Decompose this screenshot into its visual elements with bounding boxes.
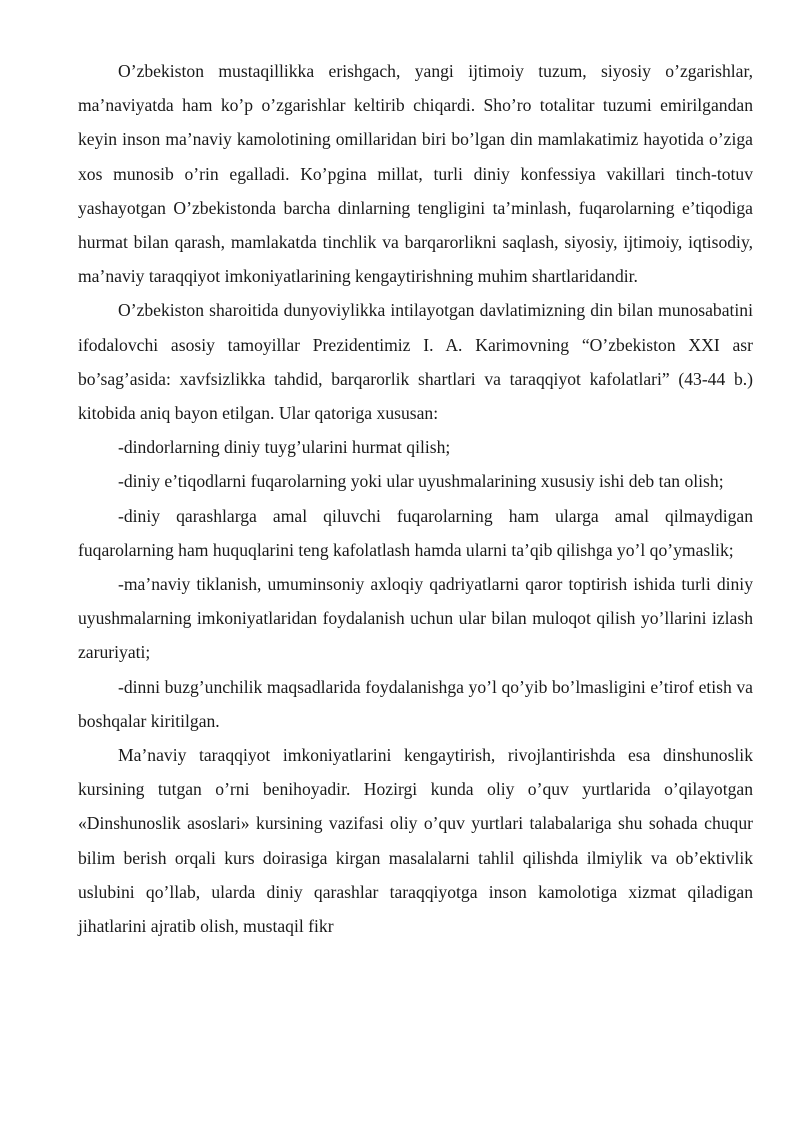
- list-item-equal-rights: -diniy qarashlarga amal qiluvchi fuqarolarning ham ularga amal qilmaydigan fuqarolarning ham huquqlarini teng kafolatlash hamda ularni ta’qib qilishga yo’l qo’ymaslik;: [78, 505, 753, 560]
- list-item-no-misuse: -dinni buzg’unchilik maqsadlarida foydalanishga yo’l qo’yib bo’lmasligini e’tirof etish va boshqalar kiritilgan.: [78, 676, 753, 731]
- paragraph-course-role: Ma’naviy taraqqiyot imkoniyatlarini kengaytirish, rivojlantirishda esa dinshunoslik kursining tutgan o’rni benihoyadir. Hozirgi kunda oliy o’quv yurtlarida o’qilayotgan «Dinshunoslik asoslari» kursining vazifasi oliy o’quv yurtlari talabalariga shu sohada chuqur bilim berish orqali kurs doirasiga kirgan masalalarni tahlil qilishda ilmiylik va ob’ektivlik uslubini qo’llab, ularda diniy qarashlar taraqqiyotga inson kamolotiga xizmat qiladigan jihatlarini ajratib olish, mustaqil fikr: [78, 745, 753, 937]
- list-item-dialogue: -ma’naviy tiklanish, umuminsoniy axloqiy qadriyatlarni qaror toptirish ishida turli diniy uyushmalarning imkoniyatlaridan foydalanish uchun ular bilan muloqot qilish yo’llarini izlash zaruriyati;: [78, 574, 753, 663]
- paragraph-intro: O’zbekiston mustaqillikka erishgach, yangi ijtimoiy tuzum, siyosiy o’zgarishlar, ma’naviyatda ham ko’p o’zgarishlar keltirib chiqardi. Sho’ro totalitar tuzumi emirilgandan keyin inson ma’naviy kamolotining omillaridan biri bo’lgan din mamlakatimiz hayotida o’ziga xos munosib o’rin egalladi. Ko’pgina millat, turli diniy konfessiya vakillari tinch-totuv yashayotgan O’zbekistonda barcha dinlarning tengligini ta’minlash, fuqarolarning e’tiqodiga hurmat bilan qarash, mamlakatda tinchlik va barqarorlikni saqlash, siyosiy, ijtimoiy, iqtisodiy, ma’naviy taraqqiyot imkoniyatlarining kengaytirishning muhim shartlaridandir.: [78, 61, 753, 287]
- list-item-private-matter: -diniy e’tiqodlarni fuqarolarning yoki ular uyushmalarining xususiy ishi deb tan olish;: [118, 471, 724, 492]
- paragraph-principles: O’zbekiston sharoitida dunyoviylikka intilayotgan davlatimizning din bilan munosabatini ifodalovchi asosiy tamoyillar Prezidentimiz I. A. Karimovning “O’zbekiston XXI asr bo’sag’asida: xavfsizlikka tahdid, barqarorlik shartlari va taraqqiyot kafolatlari” (43-44 b.) kitobida aniq bayon etilgan. Ular qatoriga xususan:: [78, 300, 753, 424]
- list-item-respect-feelings: -dindorlarning diniy tuyg’ularini hurmat qilish;: [118, 437, 451, 458]
- document-page: [78, 54, 753, 943]
